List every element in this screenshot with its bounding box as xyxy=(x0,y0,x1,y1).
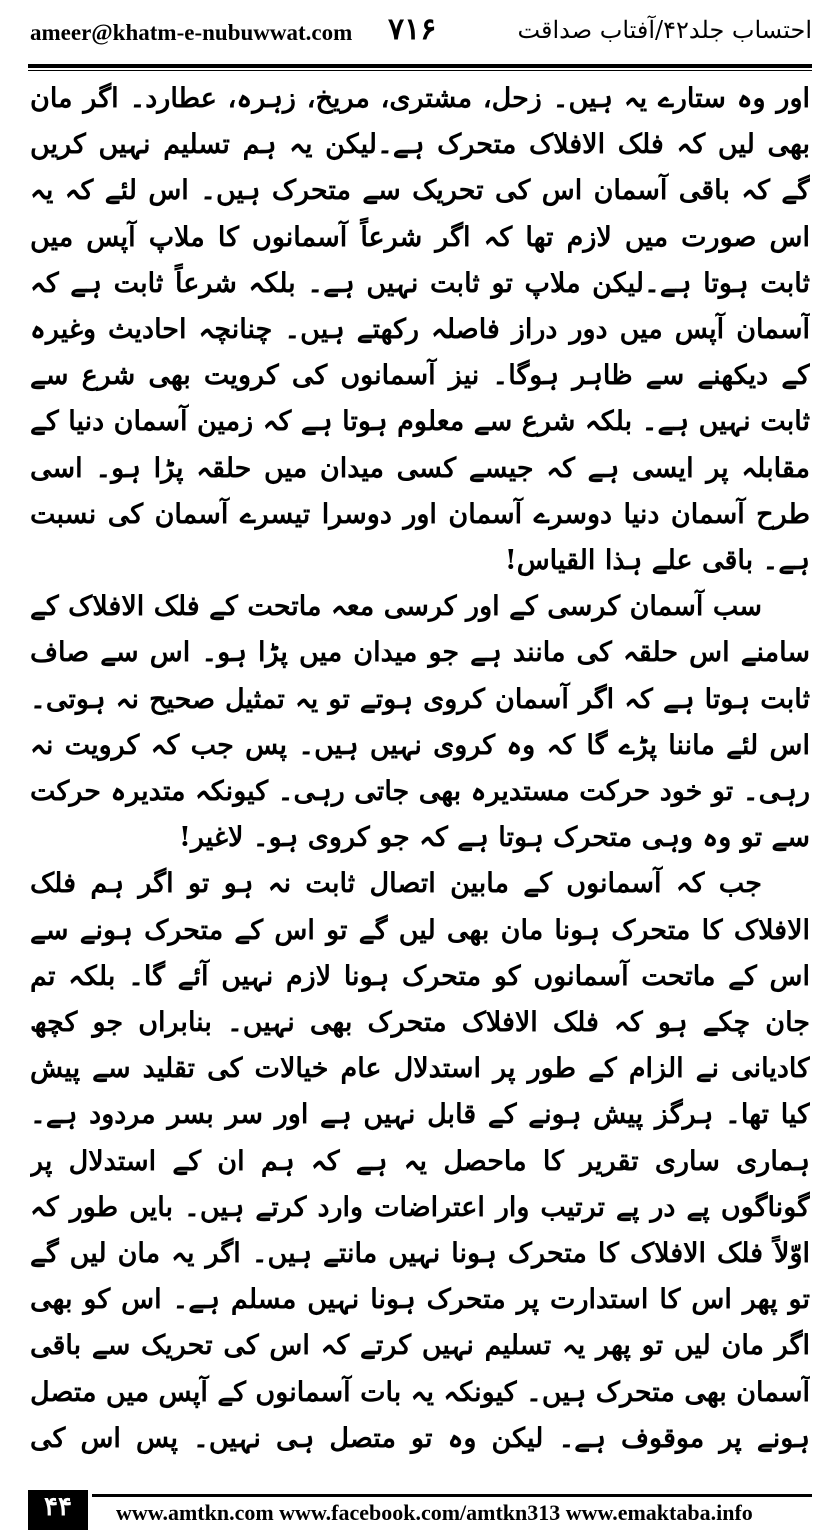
footer-page-number: ۴۴ xyxy=(44,1492,72,1522)
header-title: احتساب جلد۴۲/آفتاب صداقت xyxy=(517,16,812,44)
header-rule-thin xyxy=(28,70,812,71)
header-email[interactable]: ameer@khatm-e-nubuwwat.com xyxy=(30,20,353,45)
page-footer xyxy=(0,1490,840,1540)
page-header xyxy=(0,0,840,70)
paragraph-2: سب آسمان کرسی کے اور کرسی معہ ماتحت کے فلک الافلاک کے سامنے اس حلقہ کی مانند ہے جو میدان میں پڑا ہو۔ اس سے صاف ثابت ہوتا ہے کہ اگر آسمان کروی ہوتے تو یہ تمثیل صحیح نہ ہوتی۔ اس لئے ماننا پڑے گا کہ وہ کروی نہیں ہیں۔ پس جب کہ کرویت نہ رہی۔ تو خود حرکت مستدیرہ بھی جاتی رہی۔ کیونکہ متدیرہ حرکت سے تو وہ وہی متحرک ہوتا ہے کہ جو کروی ہو۔ لاغیر! xyxy=(30,591,810,854)
paragraph-3: جب کہ آسمانوں کے مابین اتصال ثابت نہ ہو تو اگر ہم فلک الافلاک کا متحرک ہونا مان بھی لیں گے تو اس کے متحرک ہونے سے اس کے ماتحت آسمانوں کو متحرک ہونا لازم نہیں آئے گا۔ بلکہ تم جان چکے ہو کہ فلک الافلاک متحرک بھی نہیں۔ بنابراں جو کچھ کادیانی نے الزام کے طور پر استدلال عام خیالات کی تقلید سے پیش کیا تھا۔ ہرگز پیش ہونے کے قابل نہیں ہے اور سر بسر مردود ہے۔ ہماری ساری تقریر کا ماحصل یہ ہے کہ ہم ان کے استدلال پر گوناگوں پے در پے ترتیب وار اعتراضات وارد کرتے ہیں۔ بایں طور کہ اوّلاً فلک الافلاک کا متحرک ہونا نہیں مانتے ہیں۔ اگر یہ مان لیں گے تو پھر اس کا استدارت پر متحرک ہونا نہیں مسلم ہے۔ اس کو بھی اگر مان لیں تو پھر یہ تسلیم نہیں کرتے کہ اس کی تحریک سے باقی آسمان بھی متحرک ہیں۔ کیونکہ یہ بات آسمانوں کے آپس میں متصل ہونے پر موقوف ہے۔ لیکن وہ تو متصل ہی نہیں۔ پس اس کی xyxy=(30,868,810,1454)
footer-urls[interactable]: www.amtkn.com www.facebook.com/amtkn313 www.emaktaba.info xyxy=(116,1500,753,1525)
footer-rule xyxy=(92,1494,812,1497)
page-body xyxy=(30,76,810,1466)
paragraph-1: اور وہ ستارے یہ ہیں۔ زحل، مشتری، مریخ، زہرہ، عطارد۔ اگر مان بھی لیں کہ فلک الافلاک متحرک ہے۔لیکن یہ ہم تسلیم نہیں کریں گے کہ باقی آسمان اس کی تحریک سے متحرک ہیں۔ اس لئے کہ یہ اس صورت میں لازم تھا کہ اگر شرعاً آسمانوں کا ملاپ آپس میں ثابت ہوتا ہے۔لیکن ملاپ تو ثابت نہیں ہے۔ بلکہ شرعاً ثابت ہے کہ آسمان آپس میں دور دراز فاصلہ رکھتے ہیں۔ چنانچہ احادیث وغیرہ کے دیکھنے سے ظاہر ہوگا۔ نیز آسمانوں کی کرویت بھی شرع سے ثابت نہیں ہے۔ بلکہ شرع سے معلوم ہوتا ہے کہ زمین آسمان دنیا کے مقابلہ پر ایسی ہے کہ جیسے کسی میدان میں حلقہ پڑا ہو۔ اسی طرح آسمان دنیا دوسرے آسمان اور دوسرا تیسرے آسمان کی نسبت ہے۔ باقی علے ہذا القیاس! xyxy=(30,83,810,577)
header-rule xyxy=(28,64,812,68)
header-page-number: ۷۱۶ xyxy=(388,12,437,47)
